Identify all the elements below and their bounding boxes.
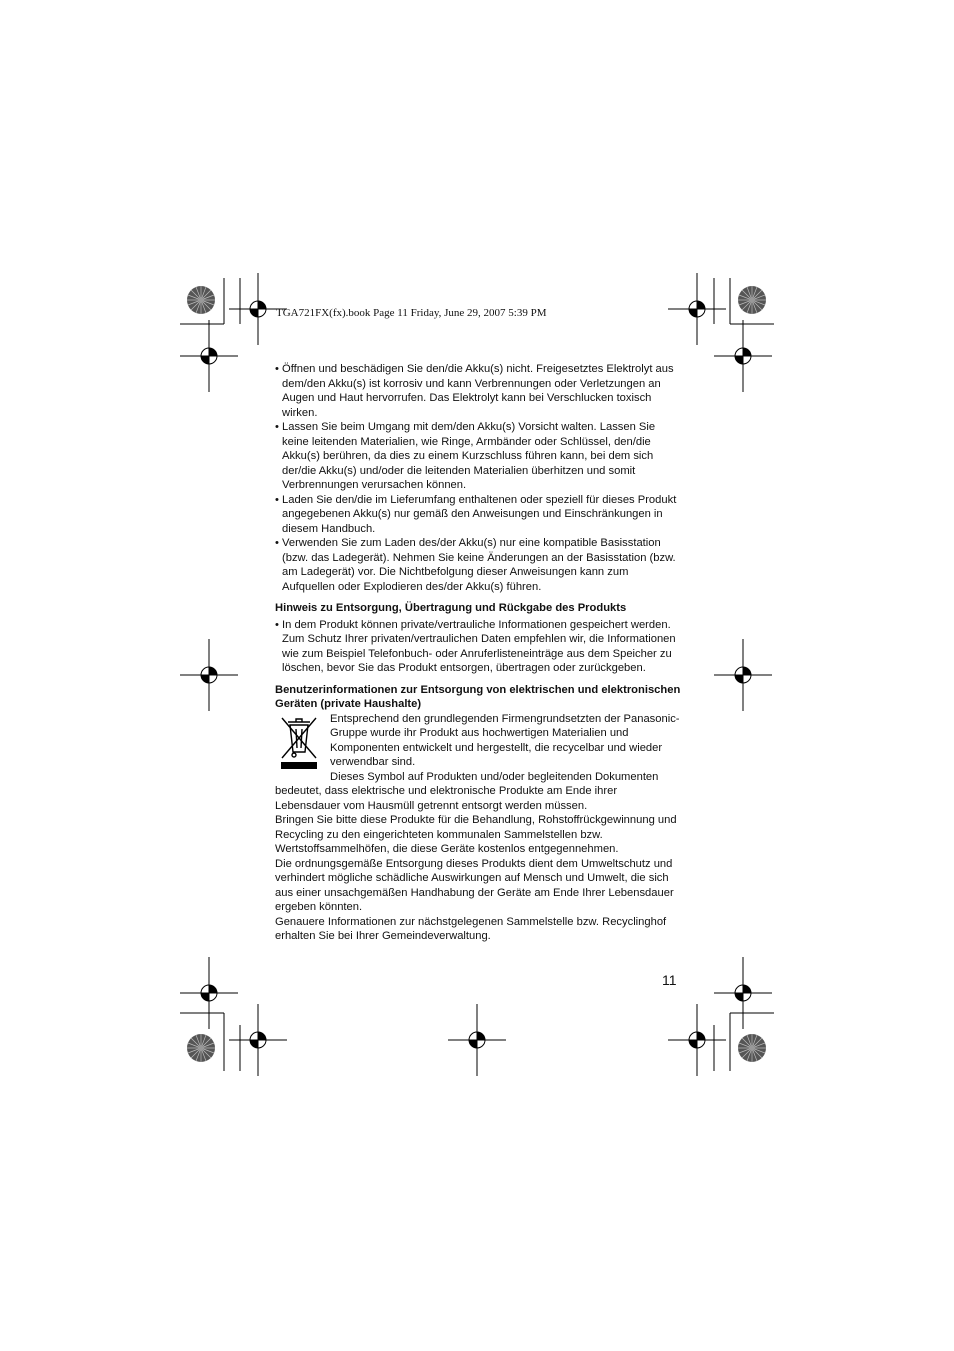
color-wheel-top-right bbox=[738, 286, 766, 314]
crossed-out-wheelie-bin-icon bbox=[275, 712, 323, 772]
color-wheel-bottom-right bbox=[738, 1034, 766, 1062]
disposal-notice-bullet: • In dem Produkt können private/vertrauliche Informationen gespeichert werden. Zum Schutz Ihrer privaten/vertraulichen Daten empfehlen wir, die Informationen wie zum Beispiel Telefonbuch- oder Anruferlisteneinträge aus dem Speicher zu löschen, bevor Sie das Produkt entsorgen, übertragen oder zurückgeben. bbox=[275, 618, 683, 676]
page-number: 11 bbox=[662, 972, 677, 988]
user-info-paragraph: Dieses Symbol auf Produkten und/oder begleitenden Dokumenten bedeutet, dass elektrische und elektronische Produkte am Ende ihrer Lebensdauer vom Hausmüll getrennt entsorgt werden müssen. bbox=[275, 770, 659, 812]
color-wheel-top-left bbox=[187, 286, 215, 314]
color-wheel-bottom-left bbox=[187, 1034, 215, 1062]
safety-bullet: • Laden Sie den/die im Lieferumfang enthaltenen oder speziell für dieses Produkt angegebenen Akku(s) nur gemäß den Anweisungen und Einschränkungen in diesem Handbuch. bbox=[275, 493, 683, 537]
print-file-info: TGA721FX(fx).book Page 11 Friday, June 29, 2007 5:39 PM bbox=[276, 307, 547, 319]
weee-section bbox=[275, 712, 683, 944]
safety-bullet: • Öffnen und beschädigen Sie den/die Akku(s) nicht. Freigesetztes Elektrolyt aus dem/den Akku(s) ist korrosiv und kann Verbrennungen oder Verletzungen an Augen und Haut hervorrufen. Das Elektrolyt kann bei Verschlucken toxisch wirken. bbox=[275, 362, 683, 420]
disposal-notice-heading: Hinweis zu Entsorgung, Übertragung und Rückgabe des Produkts bbox=[275, 602, 627, 614]
user-info-heading: Benutzerinformationen zur Entsorgung von elektrischen und elektronischen Geräten (private Haushalte) bbox=[275, 683, 681, 710]
safety-bullet: • Lassen Sie beim Umgang mit dem/den Akku(s) Vorsicht walten. Lassen Sie keine leitenden Materialien, wie Ringe, Armbänder oder Schlüssel, den/die Akku(s) berühren, da dies zu einem Kurzschluss führen kann, bei dem sich der/die Akku(s) und/oder die leitenden Materialien überhitzen und somit Verbrennungen verursachen können. bbox=[275, 420, 683, 493]
user-info-paragraph: Entsprechend den grundlegenden Firmengrundsetzten der Panasonic-Gruppe wurde ihr Produkt aus hochwertigen Materialien und Komponenten entwickelt und hergestellt, die recycelbar und wieder verwendbar sind. bbox=[330, 712, 680, 768]
user-info-paragraph: Die ordnungsgemäße Entsorgung dieses Produkts dient dem Umweltschutz und verhindert mögliche schädliche Auswirkungen auf Mensch und Umwelt, die sich aus einer unsachgemäßen Handhabung der Geräte am Ende Ihrer Lebensdauer ergeben könnten. bbox=[275, 857, 674, 913]
page-content bbox=[275, 362, 683, 944]
user-info-paragraph: Bringen Sie bitte diese Produkte für die Behandlung, Rohstoffrückgewinnung und Recycling zu den eingerichteten kommunalen Sammelstellen bzw. Wertstoffsammelhöfen, die diese Geräte kostenlos entgegennehmen. bbox=[275, 814, 677, 855]
safety-bullet: • Verwenden Sie zum Laden des/der Akku(s) nur eine kompatible Basisstation (bzw. das Ladegerät). Nehmen Sie keine Änderungen an der Basisstation (bzw. am Ladegerät) vor. Die Nichtbefolgung dieser Anweisungen kann zum Aufquellen oder Explodieren des/der Akku(s) führen. bbox=[275, 536, 683, 594]
user-info-paragraph: Genauere Informationen zur nächstgelegenen Sammelstelle bzw. Recyclinghof erhalten Sie bei Ihrer Gemeindeverwaltung. bbox=[275, 915, 667, 942]
